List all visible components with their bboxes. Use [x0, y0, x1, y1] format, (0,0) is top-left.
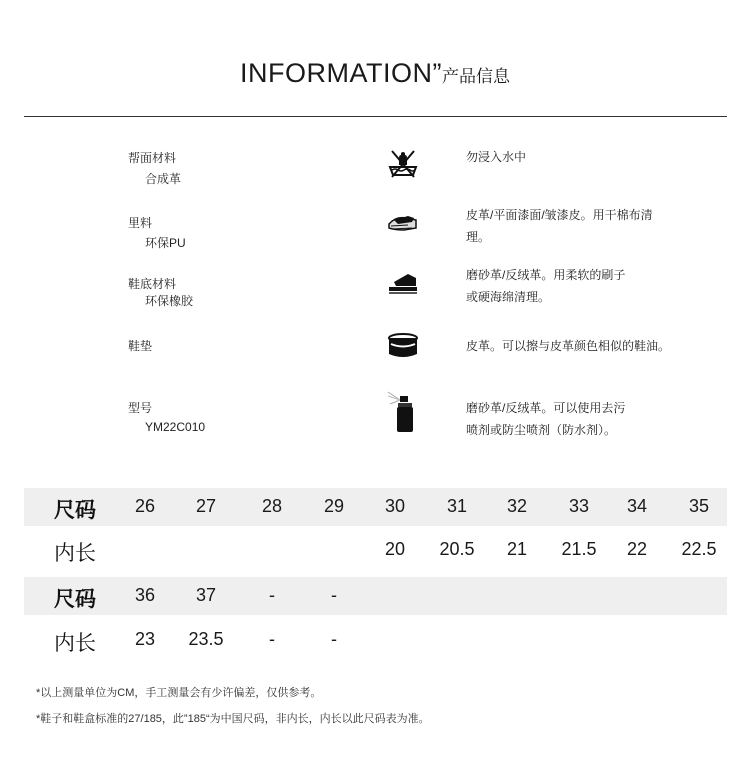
care-text-spray [466, 397, 706, 441]
size-cell: - [269, 585, 275, 605]
size-cell: 34 [626, 496, 648, 516]
material-label-lining: 里料 [128, 216, 153, 230]
size-cell: 20 [384, 539, 406, 559]
page-title [0, 58, 750, 89]
note-size-standard: *鞋子和鞋盒标准的27/185，此”185“为中国尺码，非内长，内长以此尺码表为准。 [36, 713, 430, 725]
material-value-model: YM22C010 [145, 420, 206, 434]
size-cell: 31 [446, 496, 468, 516]
size-cell: 37 [195, 585, 217, 605]
care-text-polish [466, 335, 726, 357]
size-cell: 21.5 [561, 539, 597, 559]
size-cell: - [331, 629, 337, 649]
care-line: 皮革/平面漆面/皱漆皮。用干棉布清 [466, 208, 653, 222]
size-cell: 28 [261, 496, 283, 516]
brush-icon [386, 266, 420, 300]
size-row-header: 内长 [54, 542, 96, 565]
size-row-header: 尺码 [54, 499, 96, 522]
size-cell: 29 [323, 496, 345, 516]
care-text-cloth-wipe [466, 204, 706, 248]
size-cell: 32 [506, 496, 528, 516]
size-cell: 23 [134, 629, 156, 649]
size-cell: 23.5 [188, 629, 224, 649]
material-value-upper: 合成革 [145, 172, 182, 186]
shoe-polish-icon [386, 330, 420, 364]
care-line: 理。 [466, 230, 491, 244]
care-line: 喷剂或防尘喷剂（防水剂）。 [466, 423, 617, 437]
material-label-upper: 帮面材料 [128, 151, 177, 165]
care-text-brush [466, 264, 706, 308]
size-row-header: 尺码 [54, 588, 96, 611]
size-cell: 22.5 [681, 539, 717, 559]
size-cell: 36 [134, 585, 156, 605]
size-cell: 27 [195, 496, 217, 516]
material-value-sole: 环保橡胶 [145, 294, 194, 308]
cloth-wipe-icon [386, 206, 420, 240]
title-english: INFORMATION [240, 58, 433, 88]
size-cell: - [331, 585, 337, 605]
title-chinese: 产品信息 [441, 67, 510, 86]
material-value-lining: 环保PU [145, 236, 186, 250]
material-label-model: 型号 [128, 401, 153, 415]
size-cell: 33 [568, 496, 590, 516]
care-line: 皮革。可以擦与皮革颜色相似的鞋油。 [466, 339, 671, 353]
size-cell: 20.5 [439, 539, 475, 559]
care-line: 磨砂革/反绒革。可以使用去污 [466, 401, 626, 415]
note-measurement: *以上测量单位为CM，手工测量会有少许偏差，仅供参考。 [36, 687, 322, 699]
title-divider [24, 116, 727, 117]
size-cell: 35 [688, 496, 710, 516]
material-label-insole: 鞋垫 [128, 339, 153, 353]
care-line: 或硬海绵清理。 [466, 290, 551, 304]
material-label-sole: 鞋底材料 [128, 277, 177, 291]
size-cell: 26 [134, 496, 156, 516]
no-soak-icon [386, 145, 420, 179]
spray-can-icon [386, 390, 420, 434]
size-cell: 22 [626, 539, 648, 559]
care-line: 勿浸入水中 [466, 150, 527, 164]
size-cell: 21 [506, 539, 528, 559]
care-line: 磨砂革/反绒革。用柔软的刷子 [466, 268, 626, 282]
size-cell: 30 [384, 496, 406, 516]
size-cell: - [269, 629, 275, 649]
size-row-header: 内长 [54, 632, 96, 655]
title-quote: ” [432, 58, 442, 88]
care-text-no-soak [466, 146, 706, 168]
